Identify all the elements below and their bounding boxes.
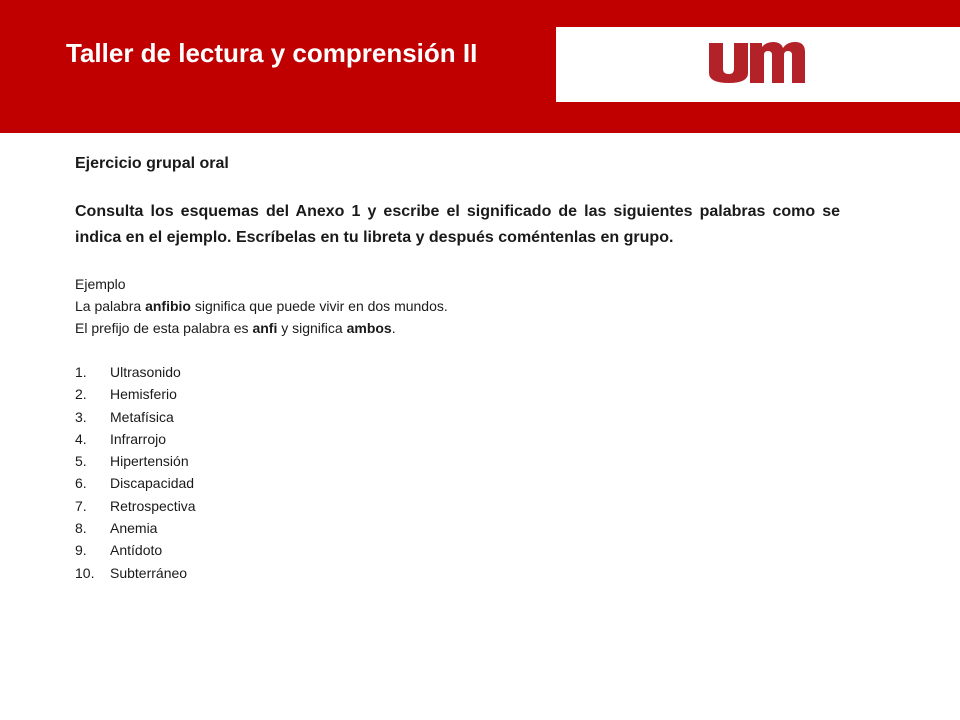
list-item-number: 10. bbox=[75, 564, 95, 581]
list-item bbox=[75, 495, 840, 517]
word-list bbox=[75, 361, 840, 584]
example-line-1-post: significa que puede vivir en dos mundos. bbox=[190, 298, 448, 314]
instructions-text: Consulta los esquemas del Anexo 1 y escribe el significado de las siguientes palabras como se indica en el ejemplo. Escríbelas en tu libreta y después coméntenlas en grupo. bbox=[75, 203, 840, 246]
example-line-1-pre: La palabra bbox=[75, 298, 146, 314]
list-item-word: Subterráneo bbox=[110, 564, 188, 581]
main-content bbox=[75, 155, 840, 584]
list-item-word: Discapacidad bbox=[110, 475, 195, 492]
list-item bbox=[75, 361, 840, 383]
list-item-word: Anemia bbox=[110, 520, 158, 537]
example-line-2 bbox=[75, 317, 840, 339]
example-word-anfibio: anfibio bbox=[145, 298, 191, 314]
page-title: Taller de lectura y comprensión II bbox=[66, 38, 478, 68]
list-item-word: Metafísica bbox=[110, 408, 174, 425]
logo-panel bbox=[556, 27, 960, 102]
list-item bbox=[75, 428, 840, 450]
header-banner bbox=[0, 0, 960, 133]
list-item-number: 2. bbox=[75, 386, 87, 403]
example-label: Ejemplo bbox=[75, 276, 126, 292]
example-prefix-anfi: anfi bbox=[252, 320, 278, 336]
list-item-number: 8. bbox=[75, 520, 87, 537]
list-item-word: Hipertensión bbox=[110, 453, 189, 470]
list-item-word: Hemisferio bbox=[110, 386, 177, 403]
list-item-number: 3. bbox=[75, 408, 87, 425]
list-item bbox=[75, 383, 840, 405]
list-item bbox=[75, 406, 840, 428]
list-item-number: 6. bbox=[75, 475, 87, 492]
list-item-number: 7. bbox=[75, 497, 87, 514]
list-item-word: Retrospectiva bbox=[110, 497, 196, 514]
example-block bbox=[75, 273, 840, 339]
list-item bbox=[75, 539, 840, 561]
list-item bbox=[75, 562, 840, 584]
list-item bbox=[75, 472, 840, 494]
list-item-number: 9. bbox=[75, 542, 87, 559]
list-item bbox=[75, 517, 840, 539]
example-meaning-ambos: ambos bbox=[346, 320, 392, 336]
list-item-word: Infrarrojo bbox=[110, 430, 167, 447]
example-line-2-mid: y significa bbox=[277, 320, 347, 336]
example-line-2-pre: El prefijo de esta palabra es bbox=[75, 320, 253, 336]
list-item-number: 1. bbox=[75, 364, 87, 380]
list-item-number: 4. bbox=[75, 430, 87, 447]
list-item-number: 5. bbox=[75, 453, 87, 470]
example-line-1 bbox=[75, 295, 840, 317]
example-line-2-post: . bbox=[391, 320, 396, 336]
list-item bbox=[75, 450, 840, 472]
list-item-word: Ultrasonido bbox=[110, 364, 181, 380]
list-item-word: Antídoto bbox=[110, 542, 163, 559]
section-title: Ejercicio grupal oral bbox=[75, 155, 229, 172]
umm-logo bbox=[706, 37, 830, 87]
